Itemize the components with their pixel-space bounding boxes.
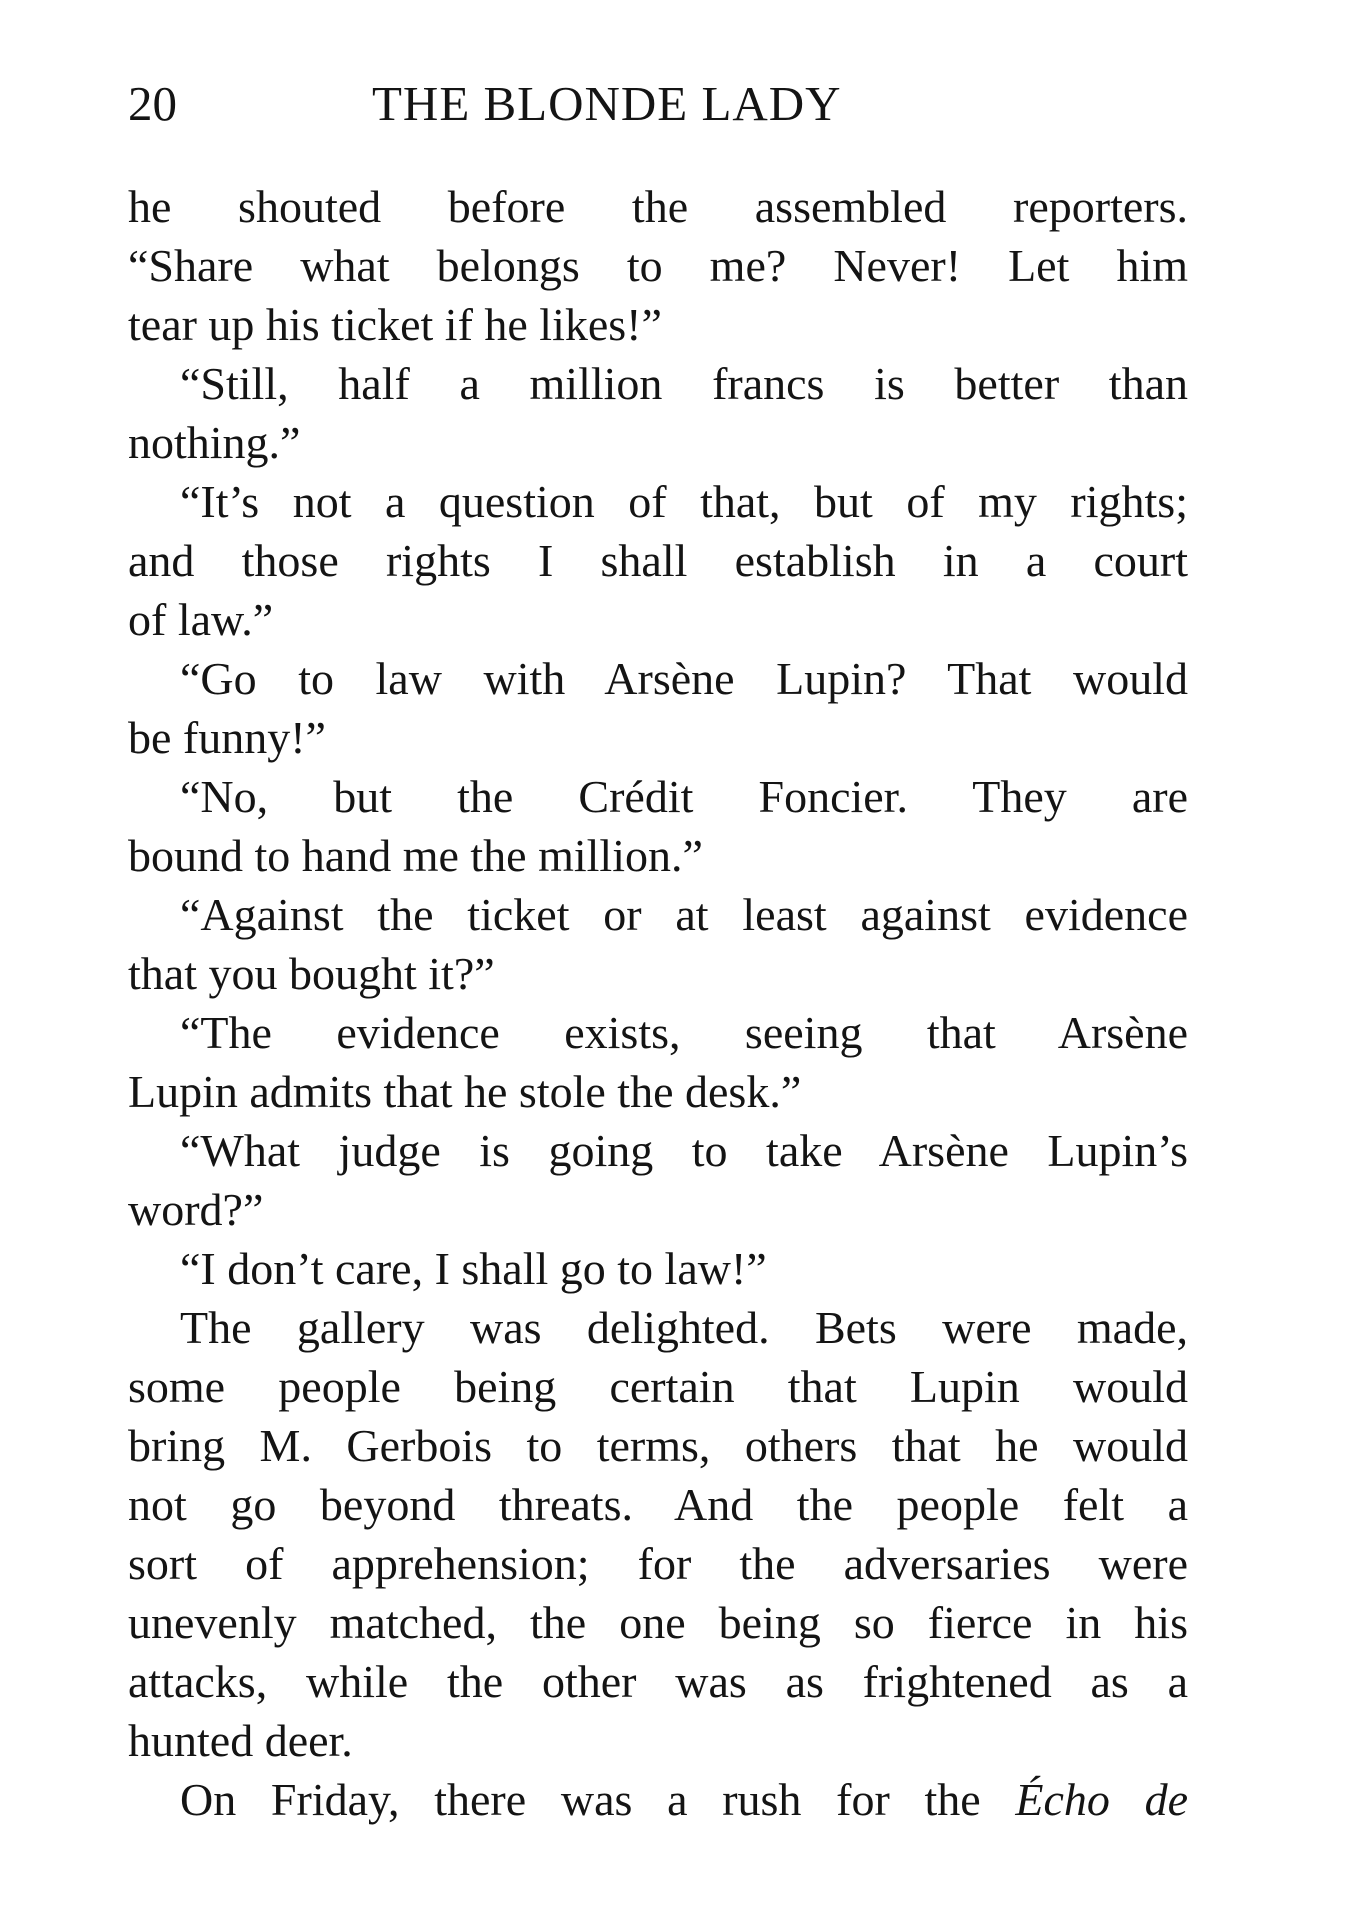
running-head <box>128 72 1188 136</box>
text-line: bring M. Gerbois to terms, others that he would <box>128 1420 1188 1471</box>
running-title: THE BLONDE LADY <box>372 76 842 131</box>
text-line: not go beyond threats. And the people felt a <box>128 1479 1188 1530</box>
text-line: “I don’t care, I shall go to law!” <box>180 1243 767 1294</box>
text-line-last <box>128 1770 1188 1829</box>
last-line-roman: On Friday, there was a rush for the <box>180 1774 981 1825</box>
text-line: “Go to law with Arsène Lupin? That would <box>180 653 1188 704</box>
text-line: unevenly matched, the one being so fierce in his <box>128 1597 1188 1648</box>
text-line: “Still, half a million francs is better than <box>180 358 1188 409</box>
text-line: “Against the ticket or at least against evidence <box>180 889 1188 940</box>
text-line: “What judge is going to take Arsène Lupin’s <box>180 1125 1188 1176</box>
text-line: word?” <box>128 1184 264 1235</box>
last-line-italic: Écho de <box>1015 1774 1188 1825</box>
text-line: he shouted before the assembled reporters. <box>128 181 1188 232</box>
text-line: sort of apprehension; for the adversaries were <box>128 1538 1188 1589</box>
text-line: some people being certain that Lupin would <box>128 1361 1188 1412</box>
page-number: 20 <box>128 76 177 131</box>
text-line: tear up his ticket if he likes!” <box>128 299 662 350</box>
text-line: “The evidence exists, seeing that Arsène <box>180 1007 1188 1058</box>
text-line: hunted deer. <box>128 1715 353 1766</box>
text-line: be funny!” <box>128 712 326 763</box>
text-line: “Share what belongs to me? Never! Let him <box>128 240 1188 291</box>
text-line: and those rights I shall establish in a court <box>128 535 1188 586</box>
text-line: Lupin admits that he stole the desk.” <box>128 1066 802 1117</box>
text-line: The gallery was delighted. Bets were made, <box>180 1302 1188 1353</box>
text-line: that you bought it?” <box>128 948 495 999</box>
text-line: attacks, while the other was as frightened as a <box>128 1656 1188 1707</box>
text-line: bound to hand me the million.” <box>128 830 703 881</box>
text-line: “It’s not a question of that, but of my rights; <box>180 476 1188 527</box>
text-line: of law.” <box>128 594 274 645</box>
text-line: nothing.” <box>128 417 301 468</box>
text-line: “No, but the Crédit Foncier. They are <box>180 771 1188 822</box>
body-text <box>128 177 1188 1829</box>
